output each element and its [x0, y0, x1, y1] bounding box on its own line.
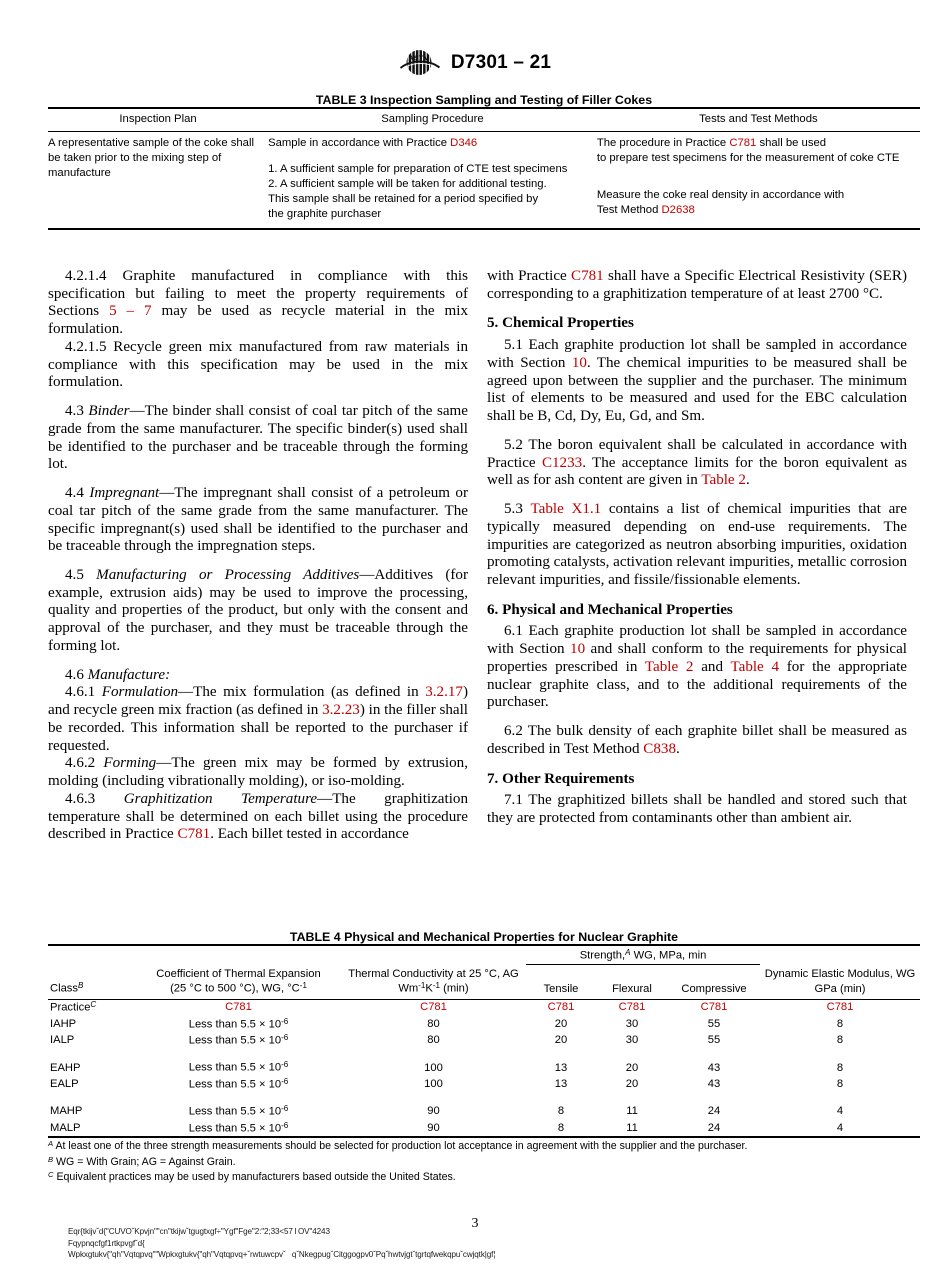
table-4-cell-thermal-conductivity: 80 — [427, 1034, 440, 1047]
footnote-mark: C — [48, 1169, 54, 1179]
paragraph-text: The graphitized billets shall be handled and stored such that they are protected from contaminants other than ambient air. — [487, 792, 907, 827]
table-row — [48, 1076, 920, 1092]
footnote-b — [48, 1155, 920, 1170]
table-4-cell-class — [48, 999, 136, 1016]
table-4-cell-cte — [136, 1120, 341, 1137]
table-4-cell-dynamic-elastic-modulus: 8 — [836, 1034, 844, 1047]
reference-d346[interactable]: D346 — [450, 136, 478, 149]
table-4-cell-tensile: 8 — [557, 1105, 565, 1118]
table-3-header-tests-and-methods: Tests and Test Methods — [597, 108, 920, 131]
footnote-text: WG = With Grain; AG = Against Grain. — [53, 1155, 236, 1168]
footnote-mark-a: A — [625, 948, 631, 957]
paragraph-text-3: and — [693, 658, 731, 675]
tests-lead-text: The procedure in Practice — [596, 136, 730, 149]
cte-value: Less than 5.5 × 10 — [188, 1034, 282, 1047]
body-column-right — [487, 268, 907, 828]
table-4-cell-flexural: 30 — [625, 1034, 639, 1047]
paragraph-5-2 — [487, 437, 907, 490]
paragraph-number: 5.1 — [504, 337, 523, 354]
table-3-cell-sampling-procedure — [268, 131, 597, 229]
paragraph-number: 4.3 — [65, 403, 84, 420]
paragraph-text: —The binder shall consist of coal tar pitch of the same grade from the same manufacturer. The specific binder(s) used shall be identified to the purchaser and be traceable through the forming lot. — [48, 403, 468, 473]
paragraph-number: 4.2.1.5 — [65, 338, 107, 355]
table-4-cell-thermal-conductivity: 100 — [424, 1077, 443, 1090]
table-row — [48, 131, 920, 229]
empty-cell — [760, 945, 920, 965]
table-4-cell-dynamic-elastic-modulus: 8 — [836, 1077, 844, 1090]
spacer — [597, 177, 914, 188]
tests-line-3: Measure the coke real density in accordance with — [596, 188, 845, 201]
paragraph-number: 5.2 — [504, 436, 523, 453]
document-header — [0, 48, 950, 78]
paragraph-5-3 — [487, 501, 907, 590]
paragraph-text-3: ) in the filler shall be recorded. This information shall be reported to the purchaser if requested. — [48, 702, 468, 754]
paragraph-text-tail: shall have a Specific Electrical Resistivity (SER) corresponding to a graphitization temperature of at least 2700 °C. — [487, 268, 907, 302]
tc-min-label: (min) — [440, 982, 469, 995]
paragraph-text: with Practice — [487, 268, 572, 284]
table-row — [48, 1032, 920, 1048]
paragraph-text: —The impregnant shall consist of a petroleum or coal tar pitch of the same grade from the same manufacturer. The specific impregnant(s) used shall be identified to the purchaser and be traceable through the impregnation steps. — [48, 485, 468, 555]
paragraph-term: Binder — [88, 403, 130, 420]
sampling-lead-text: Sample in accordance with Practice — [268, 136, 451, 149]
cte-exponent: -6 — [281, 1060, 289, 1070]
reference-section-10[interactable]: 10 — [571, 354, 587, 371]
svg-text:ASTM: ASTM — [408, 53, 430, 63]
table-4-cell-thermal-conductivity: 90 — [341, 1120, 526, 1137]
sampling-item-4: the graphite purchaser — [268, 207, 382, 220]
cte-line-1: Coefficient of Thermal Expansion — [156, 967, 321, 980]
tc-line-1: Thermal Conductivity at 25 °C, AG — [348, 967, 519, 980]
cte-value: Less than 5.5 × 10 — [188, 1105, 282, 1118]
strength-label-rest: WG, MPa, min — [630, 949, 707, 962]
table-4-cell-thermal-conductivity: 90 — [427, 1105, 440, 1118]
tc-exponent-1: -1 — [418, 981, 426, 991]
paragraph-text-tail: . — [676, 740, 680, 757]
table-4-cell-class: MAHP — [50, 1105, 83, 1118]
table-4-cell-dynamic-elastic-modulus[interactable]: C781 — [826, 1001, 854, 1014]
cte-value: Less than 5.5 × 10 — [188, 1017, 282, 1030]
paragraph-term: Graphitization Temperature — [123, 790, 318, 807]
empty-cell — [136, 945, 341, 965]
footnote-mark: B — [48, 1154, 54, 1164]
table-4-cell-cte — [136, 1076, 341, 1092]
reference-table-2[interactable]: Table 2 — [701, 472, 746, 489]
table-row — [48, 1060, 920, 1076]
footnote-a — [48, 1139, 920, 1154]
paragraph-4-6-2 — [48, 755, 468, 790]
table-3-header-inspection-plan: Inspection Plan — [48, 108, 268, 131]
paragraph-text: —The graphitization temperature shall be determined on each billet using the procedure described in Practice — [48, 790, 468, 843]
table-row-spacer — [48, 1093, 920, 1104]
paragraph-term: Forming — [103, 755, 157, 772]
sampling-item-2: 2. A sufficient sample will be taken for additional testing. — [268, 177, 547, 190]
table-4-cell-compressive: 43 — [707, 1061, 721, 1074]
table-4-cell-compressive: 55 — [707, 1017, 721, 1030]
page-number: 3 — [471, 1216, 479, 1231]
tc-exponent-2: -1 — [432, 981, 441, 991]
paragraph-text-2: and shall conform to the requirements for physical properties prescribed in — [487, 641, 908, 675]
paragraph-number: 5.3 — [504, 501, 523, 518]
cte-value: Less than 5.5 × 10 — [188, 1061, 282, 1074]
table-3-title: TABLE 3 Inspection Sampling and Testing of Filler Cokes — [315, 93, 653, 107]
paragraph-7-1 — [487, 792, 907, 827]
table-4-header-dynamic-elastic-modulus — [760, 965, 920, 999]
paragraph-text: Each graphite production lot shall be sampled in accordance with Section — [487, 337, 907, 371]
reference-section-10[interactable]: 10 — [570, 641, 586, 658]
table-row — [48, 1016, 920, 1032]
table-4-cell-cte — [136, 1060, 341, 1076]
paragraph-5-1 — [487, 337, 907, 426]
class-label: Class — [50, 982, 78, 995]
paragraph-text-2: . The acceptance limits for the boron equivalent as well as for ash content are given in — [487, 454, 907, 489]
table-3-container — [48, 93, 920, 230]
paragraph-text-2: ) and recycle green mix fraction (as defined in — [48, 684, 468, 719]
paragraph-text: Each graphite production lot shall be sampled in accordance with Section — [487, 623, 907, 658]
reference-c781[interactable]: C781 — [177, 826, 211, 843]
section-heading-7: 7. Other Requirements — [487, 770, 635, 787]
table-4-cell-dynamic-elastic-modulus: 4 — [836, 1105, 844, 1118]
paragraph-number: 6.2 — [504, 723, 523, 740]
paragraph-4-6-1 — [48, 684, 468, 755]
paragraph-text: Recycle green mix manufactured from raw materials in compliance with this specification may be used in the mix formulation. — [48, 338, 468, 391]
strength-label: Strength, — [579, 949, 626, 962]
table-4-cell-flexural: 20 — [625, 1077, 639, 1090]
paragraph-text: contains a list of chemical impurities that are typically measured depending on end-use requirements. The impurities are categorized as neutron absorbing impurities, oxidation promoting catalysts, activation relevant impurities, metallic corrosion relevant impurities, and fissile/fissionable elements. — [487, 501, 907, 589]
empty-cell — [48, 945, 136, 965]
table-4-cell-cte — [136, 1104, 341, 1120]
spacer — [268, 151, 591, 162]
paragraph-term: Formulation — [101, 684, 179, 701]
table-4-group-header-row — [48, 945, 920, 965]
reference-c1233[interactable]: C1233 — [541, 454, 583, 471]
section-heading-5: 5. Chemical Properties — [487, 315, 634, 332]
table-3 — [48, 107, 920, 230]
paragraph-text-tail: . Each billet tested in accordance — [210, 826, 409, 843]
class-value: Practice — [50, 1001, 91, 1014]
cte-exponent: -6 — [281, 1076, 289, 1086]
footnote-mark-b: B — [77, 981, 84, 991]
table-4-cell-class: MALP — [48, 1120, 136, 1137]
table-3-header-sampling-procedure: Sampling Procedure — [268, 108, 597, 131]
reference-c838[interactable]: C838 — [643, 740, 676, 757]
paragraph-6-1 — [487, 623, 907, 712]
inspection-plan-text: A representative sample of the coke shall be taken prior to the mixing step of manufacture — [48, 136, 254, 179]
paragraph-4-6-3-continued — [487, 268, 907, 303]
reference-sections-5-7[interactable]: 5 – 7 — [109, 303, 152, 320]
table-4-footnotes — [48, 1139, 920, 1185]
table-4-cell-compressive: 55 — [707, 1034, 721, 1047]
table-row-spacer — [48, 1049, 920, 1060]
paragraph-text-tail: may be used as recycle material in the mix formulation. — [48, 303, 469, 338]
table-4-cell-compressive: 24 — [707, 1105, 721, 1118]
tests-line-4-lead: Test Method — [596, 203, 662, 216]
spacer-cell — [48, 1049, 920, 1060]
table-4-cell-flexural: 11 — [596, 1120, 668, 1137]
paragraph-text: —Additives (for example, extrusion aids) may be used to improve the processing, quality and properties of the product, but only with the consent and approval of the purchaser, and they must be traceable through the forming lot. — [48, 567, 468, 654]
table-4-title: TABLE 4 Physical and Mechanical Properties for Nuclear Graphite — [289, 930, 679, 944]
table-4-cell-cte — [136, 1016, 341, 1032]
document-number: D7301 – 21 — [450, 52, 552, 73]
paragraph-number: 4.5 — [65, 567, 84, 584]
paragraph-number: 4.6.3 — [65, 790, 96, 807]
paragraph-term: Impregnant — [89, 485, 160, 502]
table-4-cell-tensile[interactable]: C781 — [547, 1001, 575, 1014]
reference-3-2-23[interactable]: 3.2.23 — [322, 702, 360, 719]
sampling-item-3: This sample shall be retained for a period specified by — [268, 192, 539, 205]
table-row — [48, 1120, 920, 1137]
footnote-c — [48, 1170, 920, 1185]
paragraph-4-2-1-4 — [48, 268, 468, 339]
footer-line-3: Wpkxgtukv{"qh"Vqtqpvq""Wpkxgtukv{"qh"Vqtqpvq+ˇrwtuwcpvˇqˇNkegpugˇCitggogpv0ˇPqˇhwtvjgtˇtgrtqfwekqpuˇcwjqtk|gf¦ — [68, 1250, 496, 1260]
paragraph-4-2-1-5 — [48, 339, 468, 392]
tc-unit-k: K — [425, 982, 433, 995]
footer-copyright-block — [68, 1226, 495, 1261]
table-4-header-flexural: Flexural — [596, 965, 668, 999]
dem-line-2: GPa (min) — [814, 982, 866, 995]
paragraph-number: 4.2.1.4 — [65, 268, 107, 284]
table-row-practice — [48, 999, 920, 1016]
reference-c781[interactable]: C781 — [729, 136, 757, 149]
table-4-cell-compressive[interactable]: C781 — [700, 1001, 728, 1014]
reference-table-x1-1[interactable]: Table X1.1 — [530, 501, 602, 518]
footer-line-2: Fqypnqcfgf1rtkpvgfˇd{ — [68, 1238, 145, 1248]
table-row — [48, 1104, 920, 1120]
cte-line-2: (25 °C to 500 °C), WG, °C — [170, 982, 300, 995]
paragraph-text-4: for the appropriate nuclear graphite class, and to the additional requirements of the purchaser. — [487, 658, 908, 711]
table-4-cell-class: EAHP — [50, 1061, 81, 1074]
table-4-cell-compressive: 24 — [668, 1120, 760, 1137]
table-4-cell-thermal-conductivity: 80 — [427, 1017, 440, 1030]
reference-c781[interactable]: C781 — [571, 268, 604, 284]
table-4-cell-tensile: 13 — [554, 1077, 568, 1090]
table-4-cell-compressive: 43 — [707, 1077, 721, 1090]
cte-exponent: -6 — [281, 1104, 289, 1114]
paragraph-number: 4.4 — [65, 485, 84, 502]
table-4-cell-dynamic-elastic-modulus: 8 — [836, 1017, 844, 1030]
cte-value: Less than 5.5 × 10 — [188, 1078, 282, 1091]
reference-d2638[interactable]: D2638 — [661, 203, 695, 216]
cte-exponent: -6 — [281, 1016, 289, 1026]
footnote-mark: A — [48, 1139, 54, 1149]
paragraph-term: Manufacturing or Processing Additives — [96, 567, 360, 584]
paragraph-text: The bulk density of each graphite billet shall be measured as described in Test Method — [487, 723, 907, 757]
paragraph-6-2 — [487, 723, 907, 758]
table-4-cell-class: IALP — [50, 1034, 75, 1047]
tests-line-2: to prepare test specimens for the measurement of coke CTE — [596, 151, 900, 164]
table-4-cell-class: EALP — [50, 1077, 79, 1090]
sampling-item-1: 1. A sufficient sample for preparation of CTE test specimens — [268, 162, 568, 175]
paragraph-text: Graphite manufactured in compliance with this specification but failing to meet the property requirements of Sections — [48, 268, 468, 320]
table-4-cell-flexural[interactable]: C781 — [618, 1001, 646, 1014]
paragraph-text: The boron equivalent shall be calculated in accordance with Practice — [487, 436, 907, 471]
table-4-cell-flexural: 20 — [625, 1061, 639, 1074]
table-4-header-class — [48, 965, 136, 999]
tests-lead-tail: shall be used — [756, 136, 827, 149]
paragraph-4-6-3 — [48, 791, 468, 844]
cte-exponent: -1 — [299, 981, 307, 991]
footnote-mark-c: C — [90, 1000, 97, 1010]
table-4-cell-dynamic-elastic-modulus: 8 — [836, 1061, 844, 1074]
table-4-cell-tensile: 13 — [554, 1061, 568, 1074]
reference-3-2-17[interactable]: 3.2.17 — [425, 684, 463, 701]
table-4 — [48, 944, 920, 1138]
paragraph-4-5 — [48, 567, 468, 656]
paragraph-text-3: . — [745, 472, 750, 489]
paragraph-text: —The mix formulation (as defined in — [178, 684, 426, 701]
paragraph-number: 4.6.1 — [65, 684, 96, 701]
paragraph-4-3 — [48, 403, 468, 474]
table-4-cell-flexural: 30 — [625, 1017, 639, 1030]
paragraph-term: Manufacture: — [87, 666, 171, 683]
tc-unit-wm: Wm — [398, 982, 419, 995]
table-4-header-cte — [136, 965, 341, 999]
table-4-container — [48, 930, 920, 1185]
spacer — [597, 166, 914, 177]
table-4-cell-thermal-conductivity: 100 — [424, 1061, 443, 1074]
table-4-cell-cte — [136, 1032, 341, 1048]
paragraph-4-6 — [48, 667, 468, 685]
reference-table-4[interactable]: Table 4 — [730, 658, 780, 675]
table-4-cell-tensile: 8 — [526, 1120, 596, 1137]
table-4-cell-tensile: 20 — [554, 1034, 568, 1047]
table-3-cell-inspection-plan — [48, 131, 268, 229]
table-3-cell-tests-and-methods — [597, 131, 920, 229]
table-4-cell-tensile: 20 — [554, 1017, 568, 1030]
cte-exponent: -6 — [281, 1032, 289, 1042]
cte-exponent: -6 — [281, 1120, 289, 1130]
table-4-header-strength-group — [526, 945, 760, 965]
table-4-cell-dynamic-elastic-modulus: 4 — [760, 1120, 920, 1137]
table-4-header-tensile: Tensile — [526, 965, 596, 999]
footnote-text: Equivalent practices may be used by manufacturers based outside the United States. — [53, 1171, 456, 1184]
table-4-cell-thermal-conductivity[interactable]: C781 — [420, 1001, 447, 1014]
dem-line-1: Dynamic Elastic Modulus, WG — [764, 968, 916, 981]
body-column-left — [48, 268, 468, 844]
paragraph-text: —The green mix may be formed by extrusion, molding (including vibrationally molding), or iso-molding. — [48, 755, 468, 790]
paragraph-number: 7.1 — [504, 792, 523, 809]
paragraph-number: 4.6 — [65, 666, 84, 683]
spacer-cell — [48, 1093, 920, 1104]
astm-logo — [399, 48, 441, 78]
paragraph-number: 6.1 — [504, 623, 523, 640]
empty-cell — [341, 945, 526, 965]
reference-table-2[interactable]: Table 2 — [644, 658, 694, 675]
table-4-header-thermal-conductivity — [341, 965, 526, 999]
table-4-header-row — [48, 965, 920, 999]
cte-value: Less than 5.5 × 10 — [188, 1122, 282, 1134]
footnote-text: At least one of the three strength measurements should be selected for production lot acceptance in agreement with the supplier and the purchaser. — [53, 1140, 748, 1153]
paragraph-text-tail: . The chemical impurities to be measured shall be agreed upon between the supplier and the purchaser. The minimum list of elements to be measured and used for the EBC calculation shall be B, Cd, Dy, Eu, Gd, and Sm. — [487, 354, 908, 425]
paragraph-number: 4.6.2 — [65, 755, 96, 772]
paragraph-4-4 — [48, 485, 468, 556]
table-4-cell-cte[interactable]: C781 — [225, 1001, 252, 1014]
table-4-cell-flexural: 11 — [626, 1105, 638, 1118]
footer-line-1: Eqr{tkijvˇd{"CUVOˇKpvjn""cn"tkijwˇtgugtxgf÷"Ygf"Fge"2:"2;33<57 I OV"4243 — [68, 1227, 330, 1236]
section-heading-6: 6. Physical and Mechanical Properties — [487, 601, 733, 618]
table-4-header-compressive: Compressive — [668, 965, 760, 999]
table-4-cell-class: IAHP — [50, 1017, 77, 1030]
